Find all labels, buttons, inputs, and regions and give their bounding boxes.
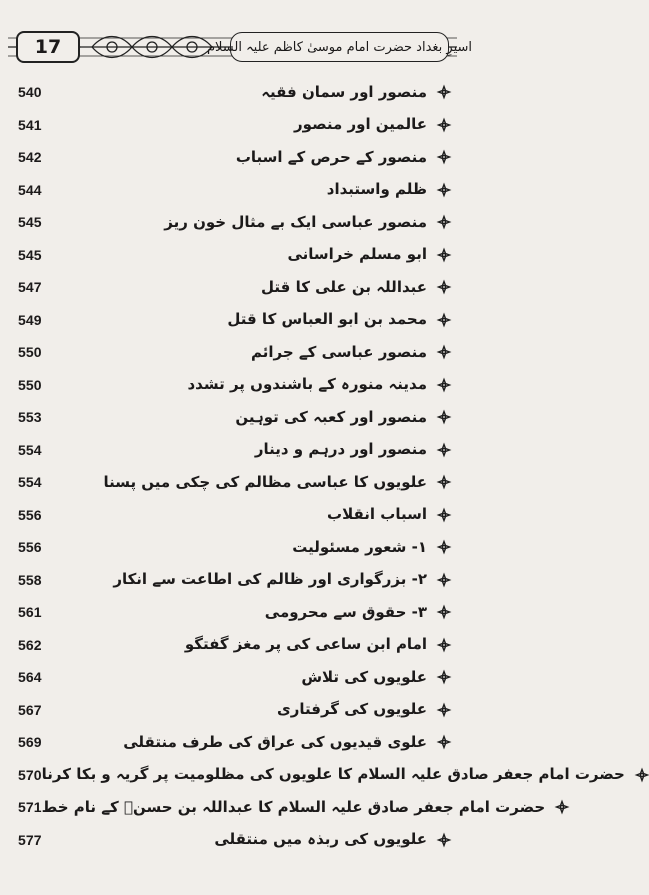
star-bullet-icon: [437, 508, 451, 522]
toc-entry-title: علویوں کی تلاش: [301, 667, 427, 686]
toc-page-number: 567: [18, 701, 42, 718]
toc-entry-title: منصور اور کعبہ کی توہین: [235, 407, 427, 426]
star-bullet-icon: [437, 833, 451, 847]
toc-entry-title: حضرت امام جعفر صادق علیہ السلام کا عبداللہ بن حسنؑ کے نام خط: [41, 797, 546, 816]
toc-entry: [42, 767, 649, 782]
table-of-contents: [18, 76, 625, 856]
star-bullet-icon: [437, 670, 451, 684]
toc-entry-title: اسباب انقلاب: [327, 505, 427, 524]
star-bullet-icon: [437, 118, 451, 132]
toc-entry: [301, 667, 451, 686]
toc-entry-title: منصور کے حرص کے اسباب: [235, 147, 427, 166]
toc-entry: [261, 277, 451, 296]
toc-entry: [287, 247, 451, 262]
toc-row: [18, 694, 451, 727]
star-bullet-icon: [437, 183, 451, 197]
header-title: [206, 32, 473, 62]
toc-row: [18, 661, 451, 694]
page-number-box: [16, 31, 80, 63]
toc-row: [18, 304, 451, 337]
toc-entry: [187, 377, 451, 392]
toc-entry-title: ۱- شعور مسئولیت: [292, 537, 427, 556]
page-header: [8, 28, 473, 66]
toc-row: [18, 726, 451, 759]
toc-entry-title: علویوں کا عباسی مظالم کی چکی میں پسنا: [103, 472, 427, 491]
toc-page-number: 558: [18, 571, 42, 588]
toc-page-number: 561: [18, 604, 42, 621]
toc-entry: [255, 442, 451, 457]
star-bullet-icon: [437, 605, 451, 619]
toc-entry-title: ۳- حقوق سے محرومی: [264, 602, 427, 621]
toc-page-number: 564: [18, 669, 42, 686]
star-bullet-icon: [437, 735, 451, 749]
toc-page-number: 545: [18, 246, 42, 263]
toc-row: [18, 76, 451, 109]
toc-page-number: 571: [18, 799, 42, 816]
star-bullet-icon: [437, 703, 451, 717]
toc-entry-title: عالمین اور منصور: [294, 115, 427, 134]
toc-entry: [294, 117, 451, 132]
star-bullet-icon: [437, 475, 451, 489]
toc-page-number: 544: [18, 181, 42, 198]
toc-row: [18, 369, 451, 402]
header-title-text: اسیرِ بغداد حضرت امام موسیٰ کاظم علیہ السلام: [206, 39, 473, 55]
toc-row: [18, 239, 451, 272]
star-bullet-icon: [437, 150, 451, 164]
toc-entry: [264, 602, 451, 621]
toc-row: [18, 336, 451, 369]
toc-entry: [185, 637, 451, 652]
star-bullet-icon: [437, 85, 451, 99]
toc-entry: [123, 732, 451, 751]
toc-row: [18, 206, 451, 239]
toc-entry-title: امام ابن ساعی کی پر مغز گفتگو: [184, 635, 427, 654]
toc-page-number: 553: [18, 409, 42, 426]
toc-entry: [41, 797, 569, 816]
toc-page-number: 550: [18, 376, 42, 393]
star-bullet-icon: [555, 800, 569, 814]
toc-entry-title: علوی قیدیوں کی عراق کی طرف منتقلی: [123, 732, 427, 751]
star-bullet-icon: [437, 378, 451, 392]
toc-entry-title: محمد بن ابو العباس کا قتل: [227, 310, 427, 329]
toc-page-number: 569: [18, 734, 42, 751]
toc-row: [18, 499, 451, 532]
toc-entry: [235, 147, 451, 166]
star-bullet-icon: [437, 573, 451, 587]
toc-page-number: 547: [18, 279, 42, 296]
toc-row: [18, 271, 451, 304]
toc-page-number: 549: [18, 311, 42, 328]
star-bullet-icon: [437, 313, 451, 327]
toc-page-number: 556: [18, 506, 42, 523]
toc-page-number: 562: [18, 636, 42, 653]
toc-entry-title: عبداللہ بن علی کا قتل: [261, 277, 427, 296]
toc-entry-title: علویوں کی ربذہ میں منتقلی: [214, 830, 427, 849]
toc-entry: [277, 702, 451, 717]
star-bullet-icon: [437, 280, 451, 294]
toc-entry: [235, 407, 451, 426]
page-number-text: 17: [34, 36, 62, 58]
toc-entry: [327, 507, 451, 522]
toc-entry-title: مدینہ منورہ کے باشندوں پر تشدد: [187, 375, 427, 394]
toc-row: [18, 759, 625, 792]
toc-entry-title: ظلم واستبداد: [326, 180, 427, 199]
toc-entry: [292, 537, 451, 556]
toc-entry: [113, 572, 451, 587]
star-bullet-icon: [437, 443, 451, 457]
toc-entry: [214, 832, 451, 847]
toc-entry-title: ابو مسلم خراسانی: [287, 245, 427, 264]
toc-row: [18, 531, 451, 564]
toc-row: [18, 596, 451, 629]
toc-entry-title: منصور عباسی کے جرائم: [250, 342, 427, 361]
toc-row: [18, 174, 451, 207]
star-bullet-icon: [437, 248, 451, 262]
toc-page-number: 577: [18, 831, 42, 848]
star-bullet-icon: [635, 768, 649, 782]
toc-entry-title: حضرت امام جعفر صادق علیہ السلام کا علویوں کی مظلومیت پر گریہ و بکا کرنا: [41, 765, 625, 784]
toc-entry-title: منصور اور درہم و دینار: [254, 440, 427, 459]
toc-row: [18, 791, 546, 824]
star-bullet-icon: [437, 540, 451, 554]
toc-entry: [164, 212, 451, 231]
toc-row: [18, 434, 451, 467]
star-bullet-icon: [437, 638, 451, 652]
toc-entry: [261, 82, 451, 101]
toc-entry: [227, 312, 451, 327]
toc-entry-title: منصور اور سمان فقیہ: [261, 82, 427, 101]
toc-row: [18, 564, 451, 597]
toc-page-number: 550: [18, 344, 42, 361]
toc-entry: [103, 472, 451, 491]
toc-page-number: 554: [18, 474, 42, 491]
toc-entry-title: علویوں کی گرفتاری: [277, 700, 427, 719]
star-bullet-icon: [437, 345, 451, 359]
toc-page-number: 545: [18, 214, 42, 231]
toc-page-number: 541: [18, 116, 42, 133]
toc-row: [18, 466, 451, 499]
toc-page-number: 542: [18, 149, 42, 166]
toc-page-number: 540: [18, 84, 42, 101]
star-bullet-icon: [437, 410, 451, 424]
star-bullet-icon: [437, 215, 451, 229]
toc-row: [18, 401, 451, 434]
toc-page-number: 570: [18, 766, 42, 783]
toc-entry-title: منصور عباسی ایک بے مثال خون ریز: [164, 212, 427, 231]
toc-row: [18, 824, 451, 857]
toc-row: [18, 629, 451, 662]
toc-page-number: 554: [18, 441, 42, 458]
toc-row: [18, 141, 451, 174]
toc-entry: [327, 182, 451, 197]
toc-entry-title: ۲- بزرگواری اور ظالم کی اطاعت سے انکار: [113, 570, 427, 589]
toc-row: [18, 109, 451, 142]
toc-entry: [250, 342, 451, 361]
toc-page-number: 556: [18, 539, 42, 556]
